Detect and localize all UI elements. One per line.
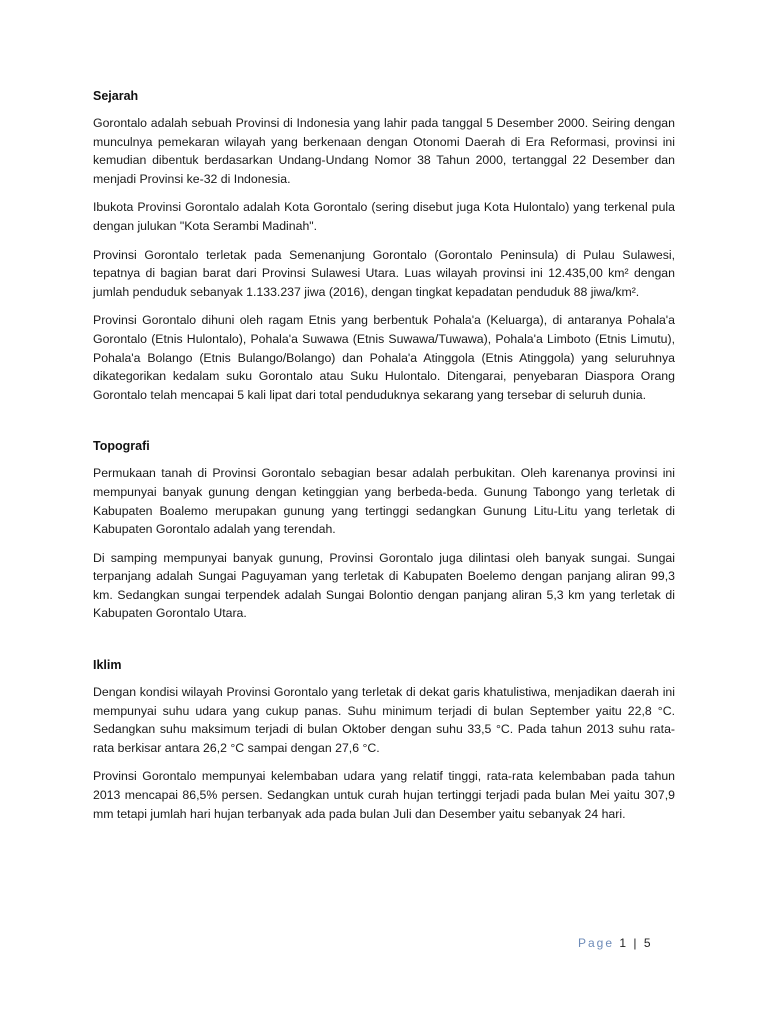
page-separator: | [633,936,639,950]
paragraph: Dengan kondisi wilayah Provinsi Gorontalo yang terletak di dekat garis khatulistiwa, menjadikan daerah ini mempunyai suhu udara yang cukup panas. Suhu minimum terjadi di bulan September yaitu 22,8 °C. Sedangkan suhu maksimum terjadi di bulan Oktober dengan suhu 33,5 °C. Pada tahun 2013 suhu rata-rata berkisar antara 26,2 °C sampai dengan 27,6 °C. [93,685,675,755]
paragraph: Di samping mempunyai banyak gunung, Provinsi Gorontalo juga dilintasi oleh banyak sungai. Sungai terpanjang adalah Sungai Paguyaman yang terletak di Kabupaten Boelemo dengan panjang aliran 99,3 km. Sedangkan sungai terpendek adalah Sungai Bolontio dengan panjang aliran 5,3 km yang terletak di Kabupaten Gorontalo Utara. [93,550,675,621]
paragraph: Permukaan tanah di Provinsi Gorontalo sebagian besar adalah perbukitan. Oleh karenanya provinsi ini mempunyai banyak gunung dengan ketinggian yang berbeda-beda. Gunung Tabongo yang terletak di Kabupaten Boalemo merupakan gunung yang tertinggi sedangkan Gunung Litu-Litu yang terletak di Kabupaten Gorontalo adalah yang terendah. [93,466,675,537]
section-heading: Topografi [93,439,150,454]
current-page-number: 1 [619,936,629,950]
paragraph: Provinsi Gorontalo dihuni oleh ragam Etnis yang berbentuk Pohala'a (Keluarga), di antaranya Pohala'a Gorontalo (Etnis Hulontalo), Pohala'a Suwawa (Etnis Suwawa/Tuwawa), Pohala'a Limboto (Etnis Limutu), Pohala'a Bolango (Etnis Bulango/Bolango) dan Pohala'a Atinggola (Etnis Atinggola) yang seluruhnya dikategorikan kedalam suku Gorontalo atau Suku Hulontalo. Ditengarai, penyebaran Diaspora Orang Gorontalo telah mencapai 5 kali lipat dari total penduduknya sekarang yang tersebar di seluruh dunia. [93,313,675,402]
section-topografi [93,437,675,623]
document-body [93,87,675,856]
section-heading: Sejarah [93,89,139,103]
section-sejarah [93,87,675,404]
total-pages-number: 5 [643,936,653,950]
paragraph: Provinsi Gorontalo terletak pada Semenanjung Gorontalo (Gorontalo Peninsula) di Pulau Sulawesi, tepatnya di bagian barat dari Provinsi Sulawesi Utara. Luas wilayah provinsi ini 12.435,00 km² dengan jumlah penduduk sebanyak 1.133.237 jiwa (2016), dengan tingkat kepadatan penduduk 88 jiwa/km². [93,247,675,299]
page-footer [578,936,653,950]
paragraph: Ibukota Provinsi Gorontalo adalah Kota Gorontalo (sering disebut juga Kota Hulontalo) yang terkenal pula dengan julukan "Kota Serambi Madinah". [93,200,675,233]
section-heading: Iklim [93,658,122,673]
paragraph: Gorontalo adalah sebuah Provinsi di Indonesia yang lahir pada tanggal 5 Desember 2000. Seiring dengan munculnya pemekaran wilayah yang berkenaan dengan Otonomi Daerah di Era Reformasi, provinsi ini kemudian dibentuk berdasarkan Undang-Undang Nomor 38 Tahun 2000, tertanggal 22 Desember dan menjadi Provinsi ke-32 di Indonesia. [93,116,675,186]
page-label: Page [578,936,615,950]
paragraph: Provinsi Gorontalo mempunyai kelembaban udara yang relatif tinggi, rata-rata kelembaban pada tahun 2013 mencapai 86,5% persen. Sedangkan untuk curah hujan tertinggi terjadi pada bulan Mei yaitu 307,9 mm tetapi jumlah hari hujan terbanyak ada pada bulan Juli dan Desember yaitu sebanyak 24 hari. [93,769,675,821]
section-iklim [93,656,675,823]
